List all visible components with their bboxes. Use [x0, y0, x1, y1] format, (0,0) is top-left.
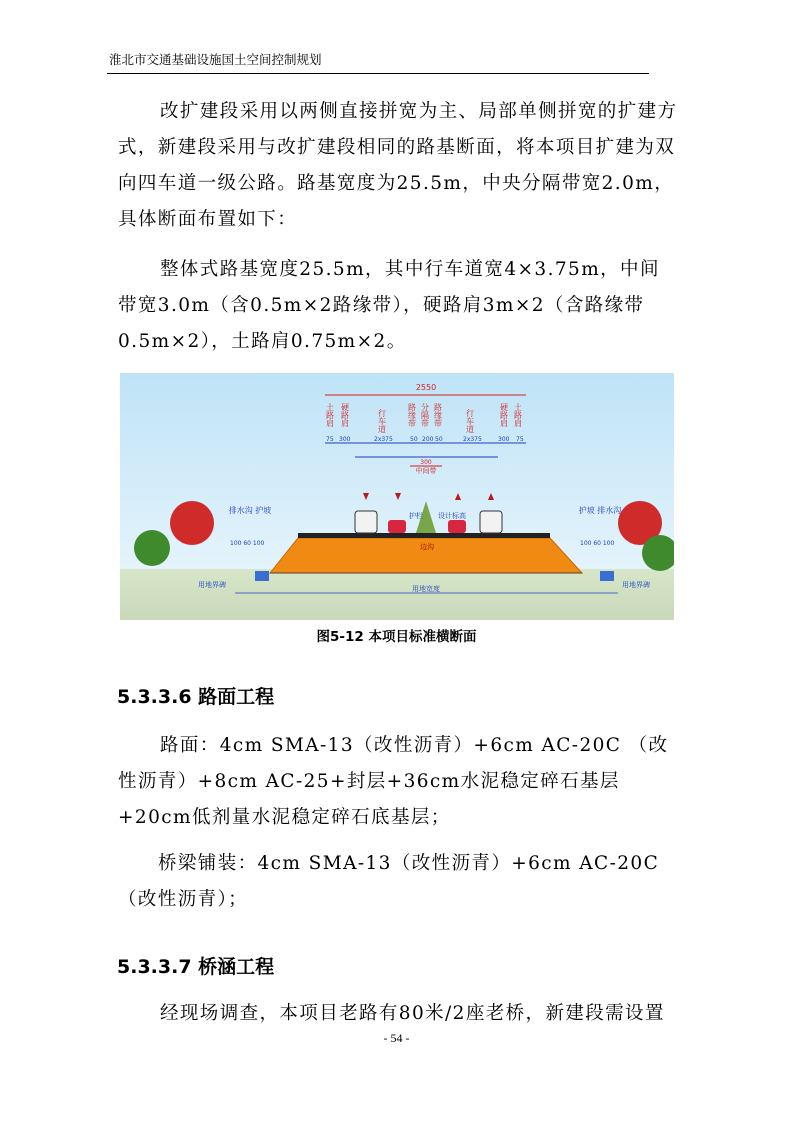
dim-0: 75: [326, 436, 334, 443]
col-curb-left: 路缘带: [407, 403, 417, 427]
paragraph-expansion-method: 改扩建段采用以两侧直接拼宽为主、局部单侧拼宽的扩建方式，新建段采用与改扩建段相同的路基断面，将本项目扩建为双向四车道一级公路。路基宽度为25.5m，中央分隔带宽2.0m，具体断面布置如下：: [118, 101, 678, 230]
tree-left-flower: [170, 501, 214, 545]
running-header: 淮北市交通基础设施国土空间控制规划: [109, 52, 322, 67]
guardrail-label: 护栏: [409, 512, 423, 520]
figure-caption: 图5-12 本项目标准横断面: [316, 629, 477, 645]
right-fence-label: 用地界碑: [622, 581, 650, 589]
dim-1: 300: [339, 436, 351, 443]
bus-left: [355, 511, 377, 533]
bus-right: [480, 511, 502, 533]
right-slope-dims: 100 60 100: [580, 540, 615, 547]
section-heading-pavement: 5.3.3.6 路面工程: [117, 686, 275, 708]
col-hard-shoulder: 硬路肩: [340, 403, 350, 427]
col-hard-shoulder-right: 硬路肩: [499, 403, 509, 427]
median-ditch-label: 边沟: [420, 543, 434, 551]
center-dim: 300: [420, 459, 432, 466]
car-left: [388, 520, 406, 533]
dim-3: 50: [410, 436, 418, 443]
paragraph-roadbed-width: 整体式路基宽度25.5m，其中行车道宽4×3.75m，中间带宽3.0m（含0.5m×2路缘带），硬路肩3m×2（含路缘带0.5m×2），土路肩0.75m×2。: [118, 259, 660, 352]
right-side-label: 护坡 排水沟: [578, 506, 622, 515]
paragraph-bridge-deck: 桥梁铺装：4cm SMA-13（改性沥青）+6cm AC-20C （改性沥青）；: [118, 853, 660, 910]
ground: [120, 569, 674, 620]
median-label: 中间带: [415, 467, 437, 475]
dim-5: 50: [435, 436, 443, 443]
total-width-label: 2550: [415, 383, 437, 392]
paragraph-pavement: 路面：4cm SMA-13（改性沥青）+6cm AC-20C （改性沥青）+8cm AC-25+封层+36cm水泥稳定碎石基层+20cm低剂量水泥稳定碎石底基层；: [118, 735, 669, 828]
ditch-right: [600, 571, 614, 581]
car-right: [448, 520, 466, 533]
tree-left-1: [134, 530, 170, 566]
pavement: [298, 533, 550, 538]
section-heading-bridges: 5.3.3.7 桥涵工程: [117, 956, 275, 978]
header-rule: [107, 73, 649, 74]
paragraph-bridge-survey: 经现场调查，本项目老路有80米/2座老桥，新建段需设置: [160, 1003, 665, 1024]
left-side-label: 排水沟 护坡: [228, 506, 272, 515]
col-lane-right: 行车道: [465, 409, 475, 433]
col-lane-left: 行车道: [377, 409, 387, 433]
dim-7: 300: [498, 436, 510, 443]
left-fence-label: 用地界碑: [198, 581, 226, 589]
left-slope-dims: 100 60 100: [230, 540, 265, 547]
col-median: 分隔带: [420, 403, 430, 427]
col-soil-shoulder: 土路肩: [325, 403, 335, 427]
dim-4: 200: [422, 436, 434, 443]
land-width-label: 用地宽度: [412, 585, 440, 593]
cross-section-drawing: [120, 373, 674, 620]
col-soil-shoulder-right: 土路肩: [513, 403, 523, 427]
dim-6: 2x375: [463, 436, 482, 443]
col-curb-right: 路缘带: [433, 403, 443, 427]
cross-section-figure: [120, 373, 674, 620]
page-number: - 54 -: [383, 1031, 410, 1045]
dim-2: 2x375: [374, 436, 393, 443]
dim-8: 75: [516, 436, 524, 443]
design-elev-label: 设计标高: [438, 512, 466, 520]
ditch-left: [255, 571, 269, 581]
